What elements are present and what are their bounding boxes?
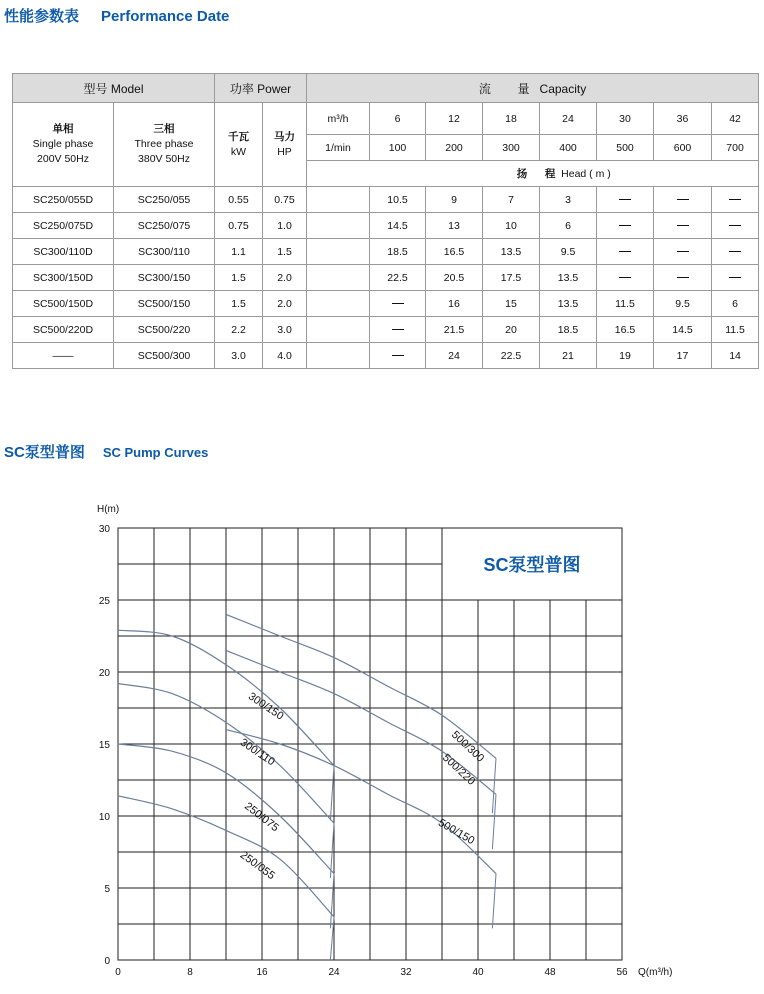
- x-tick-label: 40: [472, 967, 484, 978]
- head-value: 11.5: [597, 291, 654, 317]
- head-value: 17: [654, 343, 712, 369]
- series-label: 300/110: [237, 736, 277, 769]
- curves-title-zh: SC泵型普图: [4, 444, 85, 461]
- head-value: 20.5: [426, 265, 483, 291]
- power-kw: 1.5: [215, 265, 263, 291]
- model-header: 型号 Model: [13, 74, 215, 103]
- head-value: 16.5: [597, 317, 654, 343]
- series-label: 500/150: [436, 816, 477, 848]
- three-phase-model: SC300/150: [114, 265, 215, 291]
- head-value: 14.5: [654, 317, 712, 343]
- head-value: 17.5: [483, 265, 540, 291]
- three-phase-model: SC500/300: [114, 343, 215, 369]
- single-phase-model: SC250/055D: [13, 187, 114, 213]
- series-label: 250/075: [242, 800, 281, 835]
- head-value: 15: [483, 291, 540, 317]
- power-hp: 4.0: [263, 343, 307, 369]
- series-label: 500/220: [439, 751, 478, 788]
- flow-m3h-cell: 42: [712, 103, 759, 135]
- x-tick-label: 16: [256, 967, 268, 978]
- head-value: 7: [483, 187, 540, 213]
- power-hp: 2.0: [263, 265, 307, 291]
- series-label: 500/300: [448, 728, 487, 765]
- chart-title: SC泵型普图: [483, 555, 581, 575]
- power-kw: 2.2: [215, 317, 263, 343]
- flow-lmin-cell: 200: [426, 135, 483, 161]
- head-value: 24: [426, 343, 483, 369]
- head-value: 20: [483, 317, 540, 343]
- flow-m3h-cell: 24: [540, 103, 597, 135]
- flow-lmin-cell: 600: [654, 135, 712, 161]
- y-tick-label: 25: [98, 596, 110, 607]
- power-hp: 1.5: [263, 239, 307, 265]
- y-axis-label: H(m): [97, 504, 120, 515]
- flow-m3h-cell: 6: [370, 103, 426, 135]
- head-value: 3: [540, 187, 597, 213]
- three-phase-header: 三相 Three phase 380V 50Hz: [114, 103, 215, 187]
- head-value: 13.5: [483, 239, 540, 265]
- three-phase-model: SC500/220: [114, 317, 215, 343]
- x-tick-label: 24: [328, 967, 340, 978]
- series-label: 250/055: [237, 849, 277, 883]
- head-value: 9.5: [654, 291, 712, 317]
- flow-lmin-cell: 100: [370, 135, 426, 161]
- power-hp: 3.0: [263, 317, 307, 343]
- power-hp: 1.0: [263, 213, 307, 239]
- head-header: 扬 程 Head ( m ): [370, 161, 759, 187]
- performance-title-zh: 性能参数表: [4, 8, 80, 25]
- flow-m3h-cell: 12: [426, 103, 483, 135]
- power-header: 功率 Power: [215, 74, 307, 103]
- kw-header: 千瓦 kW: [215, 103, 263, 187]
- power-kw: 1.1: [215, 239, 263, 265]
- head-value: 14.5: [370, 213, 426, 239]
- single-phase-header: 单相 Single phase 200V 50Hz: [13, 103, 114, 187]
- head-value: 18.5: [370, 239, 426, 265]
- three-phase-model: SC300/110: [114, 239, 215, 265]
- single-phase-model: SC500/220D: [13, 317, 114, 343]
- flow-lmin-cell: 500: [597, 135, 654, 161]
- head-value: 16: [426, 291, 483, 317]
- flow-lmin-cell: 400: [540, 135, 597, 161]
- head-value: 13.5: [540, 291, 597, 317]
- single-phase-model: SC300/110D: [13, 239, 114, 265]
- y-tick-label: 5: [104, 884, 110, 895]
- power-kw: 3.0: [215, 343, 263, 369]
- head-value: 10: [483, 213, 540, 239]
- unit-m3h: m³/h: [307, 103, 370, 135]
- power-kw: 0.75: [215, 213, 263, 239]
- power-hp: 2.0: [263, 291, 307, 317]
- curve-tail: [330, 766, 334, 821]
- head-value: 6: [540, 213, 597, 239]
- head-value: 21: [540, 343, 597, 369]
- head-value: 22.5: [483, 343, 540, 369]
- head-value: 22.5: [370, 265, 426, 291]
- y-tick-label: 30: [98, 524, 110, 535]
- flow-m3h-cell: 30: [597, 103, 654, 135]
- flow-m3h-cell: 36: [654, 103, 712, 135]
- head-value: 13.5: [540, 265, 597, 291]
- x-tick-label: 0: [115, 967, 121, 978]
- y-tick-label: 20: [98, 668, 110, 679]
- head-value: 9: [426, 187, 483, 213]
- y-tick-label: 15: [98, 740, 110, 751]
- capacity-header: 流 量 Capacity: [307, 74, 759, 103]
- flow-m3h-cell: 18: [483, 103, 540, 135]
- head-value: 9.5: [540, 239, 597, 265]
- x-tick-label: 8: [187, 967, 193, 978]
- head-value: 10.5: [370, 187, 426, 213]
- three-phase-model: SC500/150: [114, 291, 215, 317]
- y-tick-label: 0: [104, 956, 110, 967]
- curve-tail: [330, 823, 334, 878]
- head-value: 14: [712, 343, 759, 369]
- x-tick-label: 32: [400, 967, 412, 978]
- power-hp: 0.75: [263, 187, 307, 213]
- performance-title-en: Performance Date: [101, 8, 230, 25]
- flow-lmin-cell: 300: [483, 135, 540, 161]
- head-value: 19: [597, 343, 654, 369]
- x-axis-label: Q(m³/h): [638, 967, 673, 978]
- y-tick-label: 10: [98, 812, 110, 823]
- single-phase-model: SC250/075D: [13, 213, 114, 239]
- unit-lmin: 1/min: [307, 135, 370, 161]
- series-label: 300/150: [245, 690, 286, 723]
- hp-header: 马力 HP: [263, 103, 307, 187]
- head-value: 16.5: [426, 239, 483, 265]
- curve-tail: [492, 874, 496, 929]
- x-tick-label: 56: [616, 967, 628, 978]
- power-kw: 0.55: [215, 187, 263, 213]
- head-value: 21.5: [426, 317, 483, 343]
- single-phase-model: SC500/150D: [13, 291, 114, 317]
- head-value: 6: [712, 291, 759, 317]
- head-value: 11.5: [712, 317, 759, 343]
- three-phase-model: SC250/055: [114, 187, 215, 213]
- curves-title-en: SC Pump Curves: [102, 445, 209, 460]
- x-tick-label: 48: [544, 967, 556, 978]
- flow-lmin-cell: 700: [712, 135, 759, 161]
- single-phase-model: SC300/150D: [13, 265, 114, 291]
- three-phase-model: SC250/075: [114, 213, 215, 239]
- power-kw: 1.5: [215, 291, 263, 317]
- head-value: 18.5: [540, 317, 597, 343]
- single-phase-model: ——: [13, 343, 114, 369]
- head-value: 13: [426, 213, 483, 239]
